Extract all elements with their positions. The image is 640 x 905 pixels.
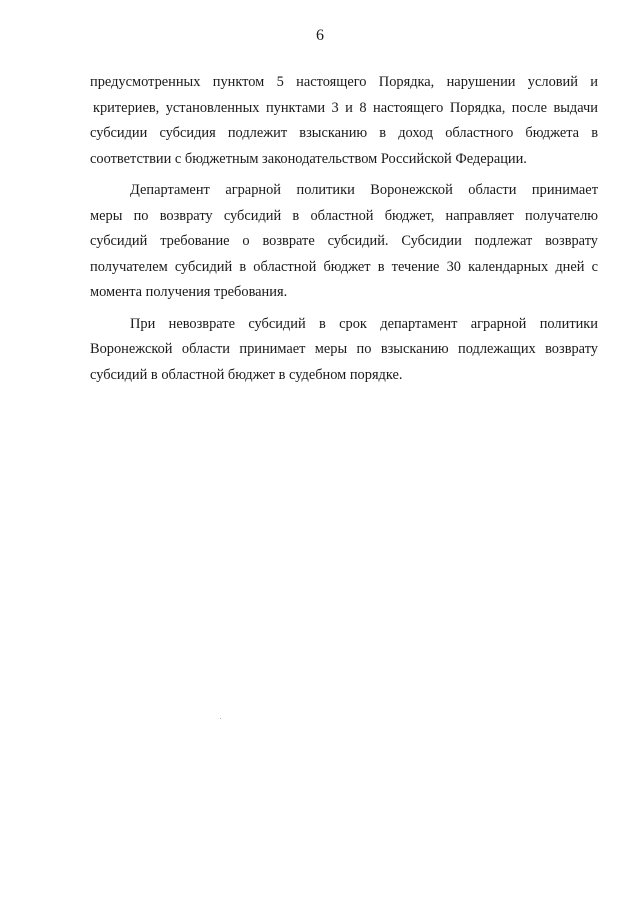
text-line: соответствии с бюджетным законодательством Российской Федерации. bbox=[90, 150, 527, 167]
text-line: субсидий требование о возврате субсидий. Субсидии подлежат возврату bbox=[90, 233, 598, 249]
paragraph-3 bbox=[90, 312, 598, 389]
text-line: момента получения требования. bbox=[90, 284, 288, 300]
text-line: критериев, установленных пунктами 3 и 8 настоящего Порядка, после выдачи bbox=[93, 99, 598, 116]
text-line: субсидии субсидия подлежит взысканию в доход областного бюджета в bbox=[90, 125, 598, 141]
text-line: При невозврате субсидий в срок департамент аграрной политики bbox=[130, 315, 598, 332]
paragraph-1 bbox=[90, 70, 598, 172]
text-line: предусмотренных пунктом 5 настоящего Порядка, нарушении условий и bbox=[90, 74, 598, 90]
paragraph-2 bbox=[90, 178, 598, 306]
scan-speck bbox=[220, 718, 221, 719]
text-line: Воронежской области принимает меры по взысканию подлежащих возврату bbox=[90, 341, 598, 357]
text-line: Департамент аграрной политики Воронежской области принимает bbox=[130, 182, 598, 198]
text-line: получателем субсидий в областной бюджет в течение 30 календарных дней с bbox=[90, 258, 598, 275]
text-line: меры по возврату субсидий в областной бюджет, направляет получателю bbox=[90, 207, 598, 224]
page-number: 6 bbox=[316, 27, 324, 44]
text-line: субсидий в областной бюджет в судебном порядке. bbox=[90, 366, 403, 383]
body-text bbox=[90, 70, 598, 388]
